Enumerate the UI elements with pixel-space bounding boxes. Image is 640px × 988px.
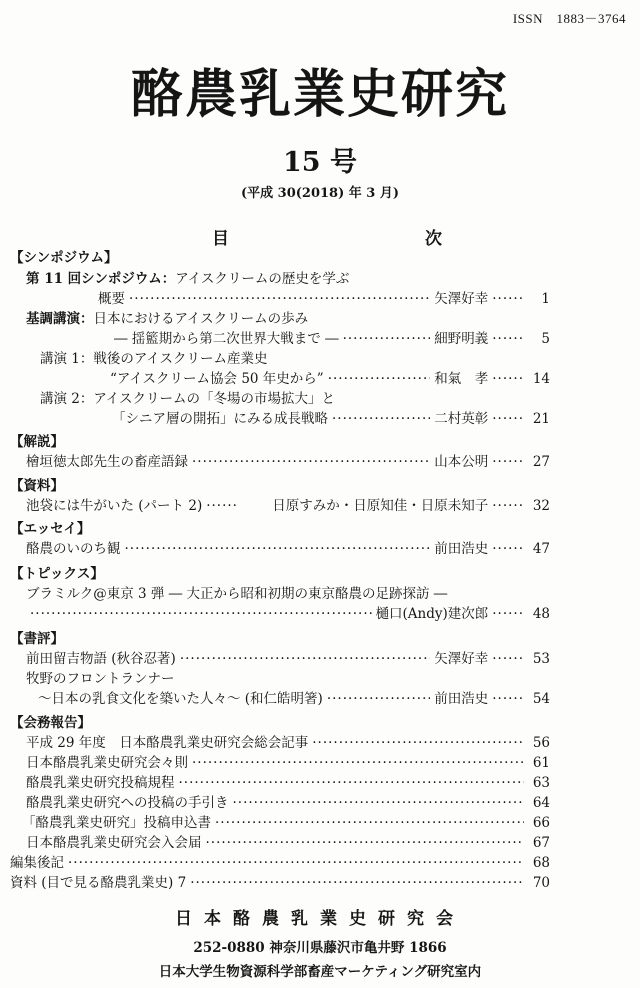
toc-entry-topic-title: ブラミルク@東京 3 弾 ― 大正から昭和初期の東京酪農の足跡探訪 ― [26, 586, 448, 602]
toc-entry-keynote [114, 329, 550, 349]
entry-page: 67 [532, 835, 550, 851]
leader-dots [343, 329, 431, 349]
entry-author: 前田浩史 [434, 691, 489, 707]
entry-page: 27 [532, 454, 550, 470]
leader-dots [215, 813, 524, 833]
leader-dots [179, 773, 525, 793]
entry-title: 酪農乳業史研究への投稿の手引き [26, 795, 229, 811]
entry-author: 山本公明 [434, 454, 489, 470]
leader-dots [312, 733, 524, 753]
toc-entry-materials [26, 496, 550, 516]
section-reports: 【会務報告】 [10, 715, 91, 731]
issn-number: ISSN 1883－3764 [512, 11, 626, 26]
entry-page: 68 [532, 855, 550, 871]
toc-entry-report5 [22, 813, 550, 833]
leader-dots [492, 496, 524, 516]
entry-author: 矢澤好幸 [434, 291, 489, 307]
section-symposium: 【シンポジウム】 [10, 250, 118, 266]
entry-title: 前田留吉物語 (秋谷忍著) [26, 651, 176, 667]
leader-dots [190, 873, 524, 893]
entry-title: 日本におけるアイスクリームの歩み [93, 311, 309, 327]
entry-title: 平成 29 年度 日本酪農乳業史研究会総会記事 [26, 735, 309, 751]
entry-author: 細野明義 [434, 331, 489, 347]
entry-page: 70 [532, 875, 550, 891]
toc-entry-lecture1-title: 講演 1：戦後のアイスクリーム産業史 [40, 351, 268, 367]
toc-entry-lecture2-title: 講演 2：アイスクリームの「冬場の市場拡大」と [40, 391, 336, 407]
entry-title: 資料 (目で見る酪農乳業史) 7 [10, 875, 187, 891]
toc-entry-report4 [26, 793, 550, 813]
toc-entry-lecture2 [112, 409, 550, 429]
leader-dots [30, 604, 372, 624]
leader-dots [180, 649, 430, 669]
toc-heading: 目 次 [212, 229, 442, 249]
society-office: 日本大学生物資源科学部畜産マーケティング研究室内 [158, 964, 482, 980]
leader-dots [129, 289, 430, 309]
entry-label: 基調講演： [26, 311, 94, 327]
entry-title: 概要 [98, 291, 125, 307]
entry-page: 5 [541, 331, 550, 347]
leader-dots [492, 289, 524, 309]
entry-page: 32 [532, 498, 550, 514]
leader-dots [125, 539, 431, 559]
issue-number: 15 号 [283, 147, 357, 178]
toc-entry-report6 [26, 833, 550, 853]
toc-entry-lecture1 [110, 369, 550, 389]
entry-page: 66 [532, 815, 550, 831]
toc-entry-keynote-title [26, 309, 308, 329]
leader-dots [68, 853, 524, 873]
entry-title: 酪農のいのち観 [26, 541, 121, 557]
entry-author: 二村英彰 [434, 411, 489, 427]
entry-author: 矢澤好幸 [434, 651, 489, 667]
entry-page: 14 [532, 371, 550, 387]
entry-title: 日本酪農乳業史研究会入会届 [26, 835, 202, 851]
entry-title: 酪農乳業史研究投稿規程 [26, 775, 175, 791]
entry-subtitle: ― 揺籃期から第二次世界大戦まで ― [114, 331, 339, 347]
toc-entry-symposium-outline [98, 289, 550, 309]
entry-label: 第 11 回シンポジウム： [26, 271, 176, 287]
leader-dots [233, 793, 525, 813]
leader-dots [492, 409, 524, 429]
toc-entry-review1 [26, 649, 550, 669]
journal-title: 酪農乳業史研究 [130, 64, 509, 125]
section-materials: 【資料】 [10, 478, 64, 494]
toc-entry-postscript [10, 853, 550, 873]
section-essay: 【エッセイ】 [10, 521, 91, 537]
society-name: 日本酪農乳業史研究会 [175, 909, 465, 929]
leader-dots [328, 369, 431, 389]
entry-subtitle: “アイスクリーム協会 50 年史から” [110, 371, 324, 387]
toc-entry-report3 [26, 773, 550, 793]
entry-title: 檜垣徳太郎先生の畜産語録 [26, 454, 188, 470]
leader-dots [492, 369, 524, 389]
leader-dots [206, 833, 525, 853]
entry-subtitle: ～日本の乳食文化を築いた人々～ (和仁皓明箸) [38, 691, 323, 707]
entry-page: 47 [532, 541, 550, 557]
leader-dots [206, 496, 238, 516]
leader-dots [492, 604, 524, 624]
entry-title: アイスクリームの歴史を学ぶ [175, 271, 350, 287]
entry-author: 前田浩史 [434, 541, 489, 557]
leader-dots [192, 452, 430, 472]
entry-author: 日原すみか・日原知佳・日原未知子 [272, 498, 489, 514]
entry-page: 56 [532, 735, 550, 751]
entry-subtitle: 「シニア層の開拓」にみる成長戦略 [112, 411, 328, 427]
entry-page: 63 [532, 775, 550, 791]
section-topics: 【トピックス】 [10, 566, 104, 582]
leader-dots [492, 539, 524, 559]
entry-page: 64 [532, 795, 550, 811]
toc-entry-review2 [38, 689, 550, 709]
issue-date: (平成 30(2018) 年 3 月) [240, 186, 400, 201]
entry-page: 1 [541, 291, 550, 307]
entry-page: 48 [532, 606, 550, 622]
section-reviews: 【書評】 [10, 631, 64, 647]
toc-entry-report2 [26, 753, 550, 773]
entry-author: 和氣 孝 [434, 371, 489, 387]
leader-dots [332, 409, 430, 429]
leader-dots [492, 649, 524, 669]
leader-dots [492, 329, 524, 349]
toc-entry-essay [26, 539, 550, 559]
toc-entry-report1 [26, 733, 550, 753]
entry-page: 21 [532, 411, 550, 427]
leader-dots [492, 452, 524, 472]
toc-entry-final-materials [10, 873, 550, 893]
entry-page: 54 [532, 691, 550, 707]
entry-page: 53 [532, 651, 550, 667]
society-address: 252-0880 神奈川県藤沢市亀井野 1866 [193, 940, 447, 956]
entry-title: 池袋には牛がいた (パート 2) [26, 498, 203, 514]
toc-entry-topic [26, 604, 550, 624]
entry-title: 編集後記 [10, 855, 64, 871]
entry-author: 樋口(Andy)建次郎 [375, 606, 489, 622]
toc-entry-symposium-title [26, 269, 349, 289]
toc-entry-commentary [26, 452, 550, 472]
entry-title: 「酪農乳業史研究」投稿申込書 [22, 815, 211, 831]
leader-dots [327, 689, 430, 709]
toc-entry-review2-title: 牧野のフロントランナー [26, 671, 175, 687]
entry-title: 日本酪農乳業史研究会々則 [26, 755, 188, 771]
leader-dots [492, 689, 524, 709]
leader-dots [192, 753, 524, 773]
entry-page: 61 [532, 755, 550, 771]
section-commentary: 【解説】 [10, 434, 64, 450]
